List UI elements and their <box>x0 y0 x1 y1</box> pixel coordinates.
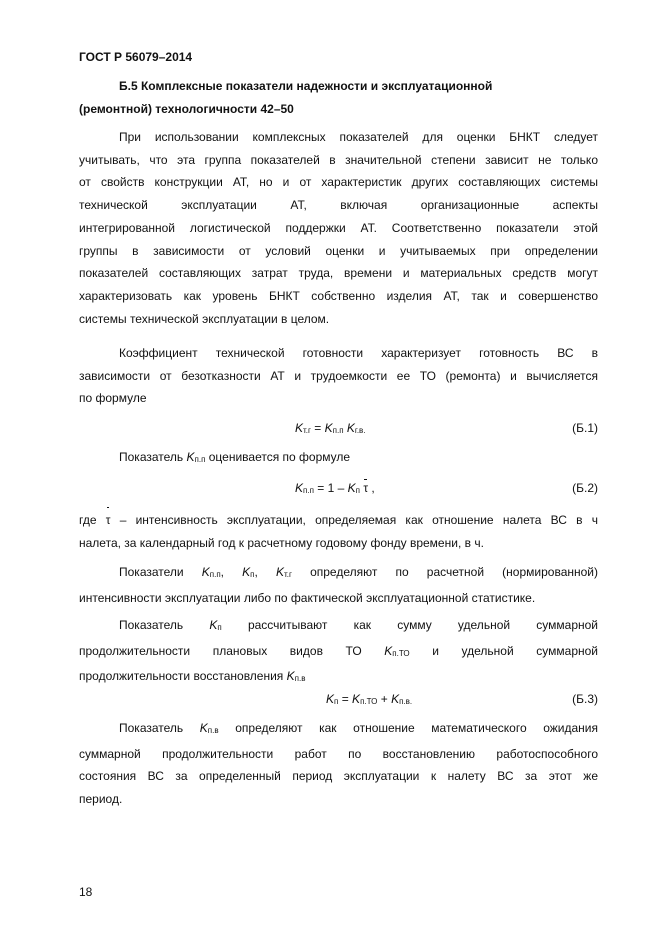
paragraph-6: Показатель $K_п$ рассчитывают как сумму удельной суммарной продолжительности плановых видов ТО $K_{п.ТО}$ и удельной суммарной продолжительности восстановления $K_{п.в}$ <box>79 618 598 684</box>
paragraph-line: группы в зависимости от условий оценки и учитываемых при определении <box>79 243 598 258</box>
formula-b1: $K_{т.г} = K_{п.п}$ $K_{г.в.}$ <box>295 421 366 435</box>
paragraph-line: состояния ВС за определенный период эксплуатации к налету ВС за этот же <box>79 769 598 784</box>
paragraph-line: При использовании комплексных показателей для оценки БНКТ следует <box>119 130 598 144</box>
doc-id: ГОСТ Р 56079–2014 <box>79 50 193 64</box>
paragraph-line: по формуле <box>79 391 147 406</box>
formula-b2: $K_{п.п} = 1 - K_п$ τ , <box>295 481 375 495</box>
page-number: 18 <box>79 885 93 899</box>
paragraph-line: интегрированной логистической поддержки АТ. Соответственно показатели этой <box>79 220 598 235</box>
paragraph-line: период. <box>79 792 123 807</box>
document-header <box>79 50 598 64</box>
paragraph-2 <box>79 342 598 410</box>
paragraph-line: системы технической эксплуатации в целом. <box>79 311 330 326</box>
section-title-line-2: (ремонтной) технологичности 42–50 <box>79 101 294 116</box>
paragraph-3: Показатель $K_{п.п}$ оценивается по формуле <box>119 450 351 464</box>
paragraph-line: учитывать, что эта группа показателей в значительной степени зависит не только <box>79 152 598 167</box>
paragraph-line: показателей составляющих затрат труда, времени и материальных средств могут <box>79 266 598 281</box>
paragraph-line: интенсивности эксплуатации либо по фактической эксплуатационной статистике. <box>79 590 536 605</box>
formula-b3-number: (Б.3) <box>572 692 598 706</box>
tau-overline-symbol: τ <box>106 509 111 532</box>
paragraph-line: зависимости от безотказности АТ и трудоемкости ее ТО (ремонта) и вычисляется <box>79 368 598 383</box>
section-title-line-1: Б.5 Комплексные показатели надежности и эксплуатационной <box>119 79 493 93</box>
formula-b1-number: (Б.1) <box>572 421 598 435</box>
paragraph-line: технической эксплуатации АТ, включая организационные аспекты <box>79 198 598 213</box>
paragraph-1 <box>79 126 598 330</box>
paragraph-line: от свойств конструкции АТ, но и от характеристик других составляющих системы <box>79 175 598 190</box>
tau-overline-symbol: τ <box>363 481 369 495</box>
paragraph-line: налета, за календарный год к расчетному годовому фонду времени, в ч. <box>79 535 484 550</box>
paragraph-4: где τ – интенсивность эксплуатации, определяемая как отношение налета ВС в ч налета, за календарный год к расчетному годовому фонду времени, в ч. <box>79 509 598 554</box>
paragraph-line: суммарной продолжительности работ по восстановлению работоспособного <box>79 746 598 761</box>
paragraph-5: Показатели $K_{п.п}$, $K_п$, $K_{т.г}$ определяют по расчетной (нормированной) интенсивности эксплуатации либо по фактической эксплуатационной статистике. <box>79 561 598 609</box>
paragraph-7: Показатель $K_{п.в}$ определяют как отношение математического ожидания суммарной продолжительности работ по восстановлению работоспособного состояния ВС за определенный период эксплуатации к налету ВС за этот же период. <box>79 717 598 811</box>
paragraph-line: характеризовать как уровень БНКТ собственно изделия АТ, так и совершенство <box>79 288 598 303</box>
formula-b2-number: (Б.2) <box>572 481 598 495</box>
paragraph-line: Коэффициент технической готовности характеризует готовность ВС в <box>119 346 598 360</box>
formula-b3: $K_п = K_{п.ТО} + K_{п.в.}$ <box>326 692 413 706</box>
section-title <box>79 75 598 120</box>
